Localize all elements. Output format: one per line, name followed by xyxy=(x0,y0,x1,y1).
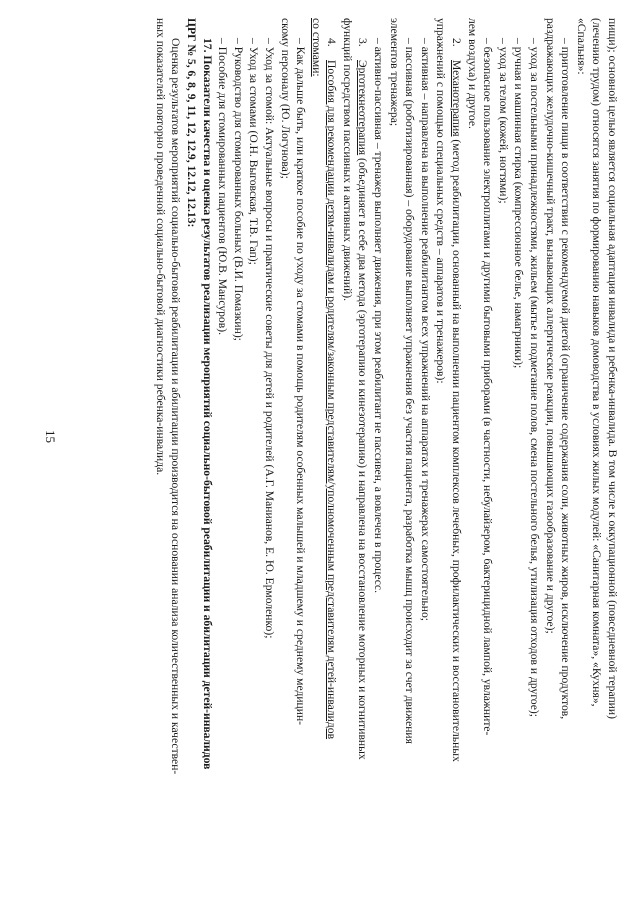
item-number: 2. xyxy=(450,38,464,47)
text-line: функций посредством пассивных и активных движений). xyxy=(340,18,354,302)
list-item: – активная – направлена на выполнение реабилитантом всех упражнений на аппаратах и тренажерах самостоятельно; xyxy=(418,38,432,622)
item-term: Механотерапия xyxy=(450,60,464,137)
list-item: – уход за телом (кожей, ногтями); xyxy=(496,38,510,204)
list-item: – пассивная (роботизированная) – оборудование выполняет упражнения без участия пациента, разработка мышц происходит за счет движения xyxy=(403,38,417,744)
text-line: упражнений с помощью специальных средств – аппаратов и тренажеров): xyxy=(434,18,448,384)
item-term: Пособия для рекомендации детям-инвалидам и родителям/законным представителям/уполномоченным представителям детей-инвалидов xyxy=(325,60,339,740)
item-2 xyxy=(448,18,464,878)
item-text: (объединяет в себе два метода (эрготерапию и кинезотерапию) и направлена на восстановление моторных и когнитивных xyxy=(356,155,370,760)
item-3 xyxy=(355,18,371,878)
text-line: пищи); основной целью является социальная адаптация инвалида и ребенка-инвалида. В том числе к оккупационной (повседневной терапии) xyxy=(606,18,619,719)
text-line: раздражающих желудочно-кишечный тракт, вызывающих аллергические реакции, повышающих газообразование и другое); xyxy=(543,18,557,634)
list-item: – активно-пассивная – тренажер выполняет движения, при этом реабилитант не пассивен, а вовлечен в процесс. xyxy=(372,38,386,593)
list-item: – ручная и машинная стирка (компрессионное белье, намагрники); xyxy=(512,38,526,369)
text-line: ных показателей повторно проведенной социально-бытовой диагностики ребенка-инвалида. xyxy=(153,18,167,476)
text-line: Оценка результатов мероприятий социально-бытовой реабилитации и абилитации производится на основании анализа количественных и качествен- xyxy=(169,38,183,775)
section-title: 17. Показатели качества и оценка результатов реализации мероприятий социально-бытовой реабилитации и абилитации детей-инвалидов xyxy=(200,38,214,770)
list-item: – приготовление пищи в соответствии с рекомендуемой диетой (ограничение содержания соли, животных жиров, исключение продуктов, xyxy=(559,38,573,720)
text-line: «Спальня»: xyxy=(574,18,588,75)
item-number: 4. xyxy=(325,38,339,47)
text-line: элементов тренажера; xyxy=(387,18,401,127)
list-item: – Руководство для стомированных больных (В.И. Помазкин); xyxy=(231,38,245,341)
document-body xyxy=(60,18,620,878)
list-item: – уход за постельными принадлежностями, жильем (мытье и подметание полов, смена постельного белья, утилизация отходов и другое); xyxy=(528,38,542,717)
list-item: – Пособие для стомированных пациентов (Ю.В. Мансуров). xyxy=(216,38,230,335)
text-line: лем воздуха) и другое. xyxy=(465,18,479,129)
item-text: (метод реабилитации, основанный на выполнении пациентом комплексов лечебных, профилактических и восстановительных xyxy=(450,136,464,762)
text-line: (лечению трудом) относятся занятия по формированию навыков домоводства в условиях жилых модулей: «Санитарная комната», «Кухня», xyxy=(590,18,604,707)
page-number: 15 xyxy=(43,430,58,443)
item-term: Эрготекнеотерапия xyxy=(356,60,370,156)
list-item: – безопасное пользование электроплитами и другими бытовыми приборами (в частности, небулайзером, бактерицидной лампой, увлажните- xyxy=(481,38,495,736)
section-title-cont: ЦРГ № 5, 6, 8, 9, 11, 12, 12.9, 12.12, 12.13: xyxy=(184,18,198,228)
item-number: 3. xyxy=(356,38,370,47)
list-item: – Уход за стомами (О.Н. Выговская, Т.В. Гап); xyxy=(247,38,261,265)
list-item: – Как дальше быть, или краткое пособие по уходу за стомами в помощь родителям особенных малышей и младшему и среднему медицин- xyxy=(294,38,308,726)
item-4 xyxy=(324,18,340,878)
text-line: со стомами: xyxy=(309,18,323,77)
list-item: – Уход за стомой: Актуальные вопросы и практические советы для детей и родителей (А.Г. Манианов, Е. Ю. Ермоленко); xyxy=(262,38,276,639)
text-line: скому персоналу (Ю. Логунова); xyxy=(278,18,292,179)
